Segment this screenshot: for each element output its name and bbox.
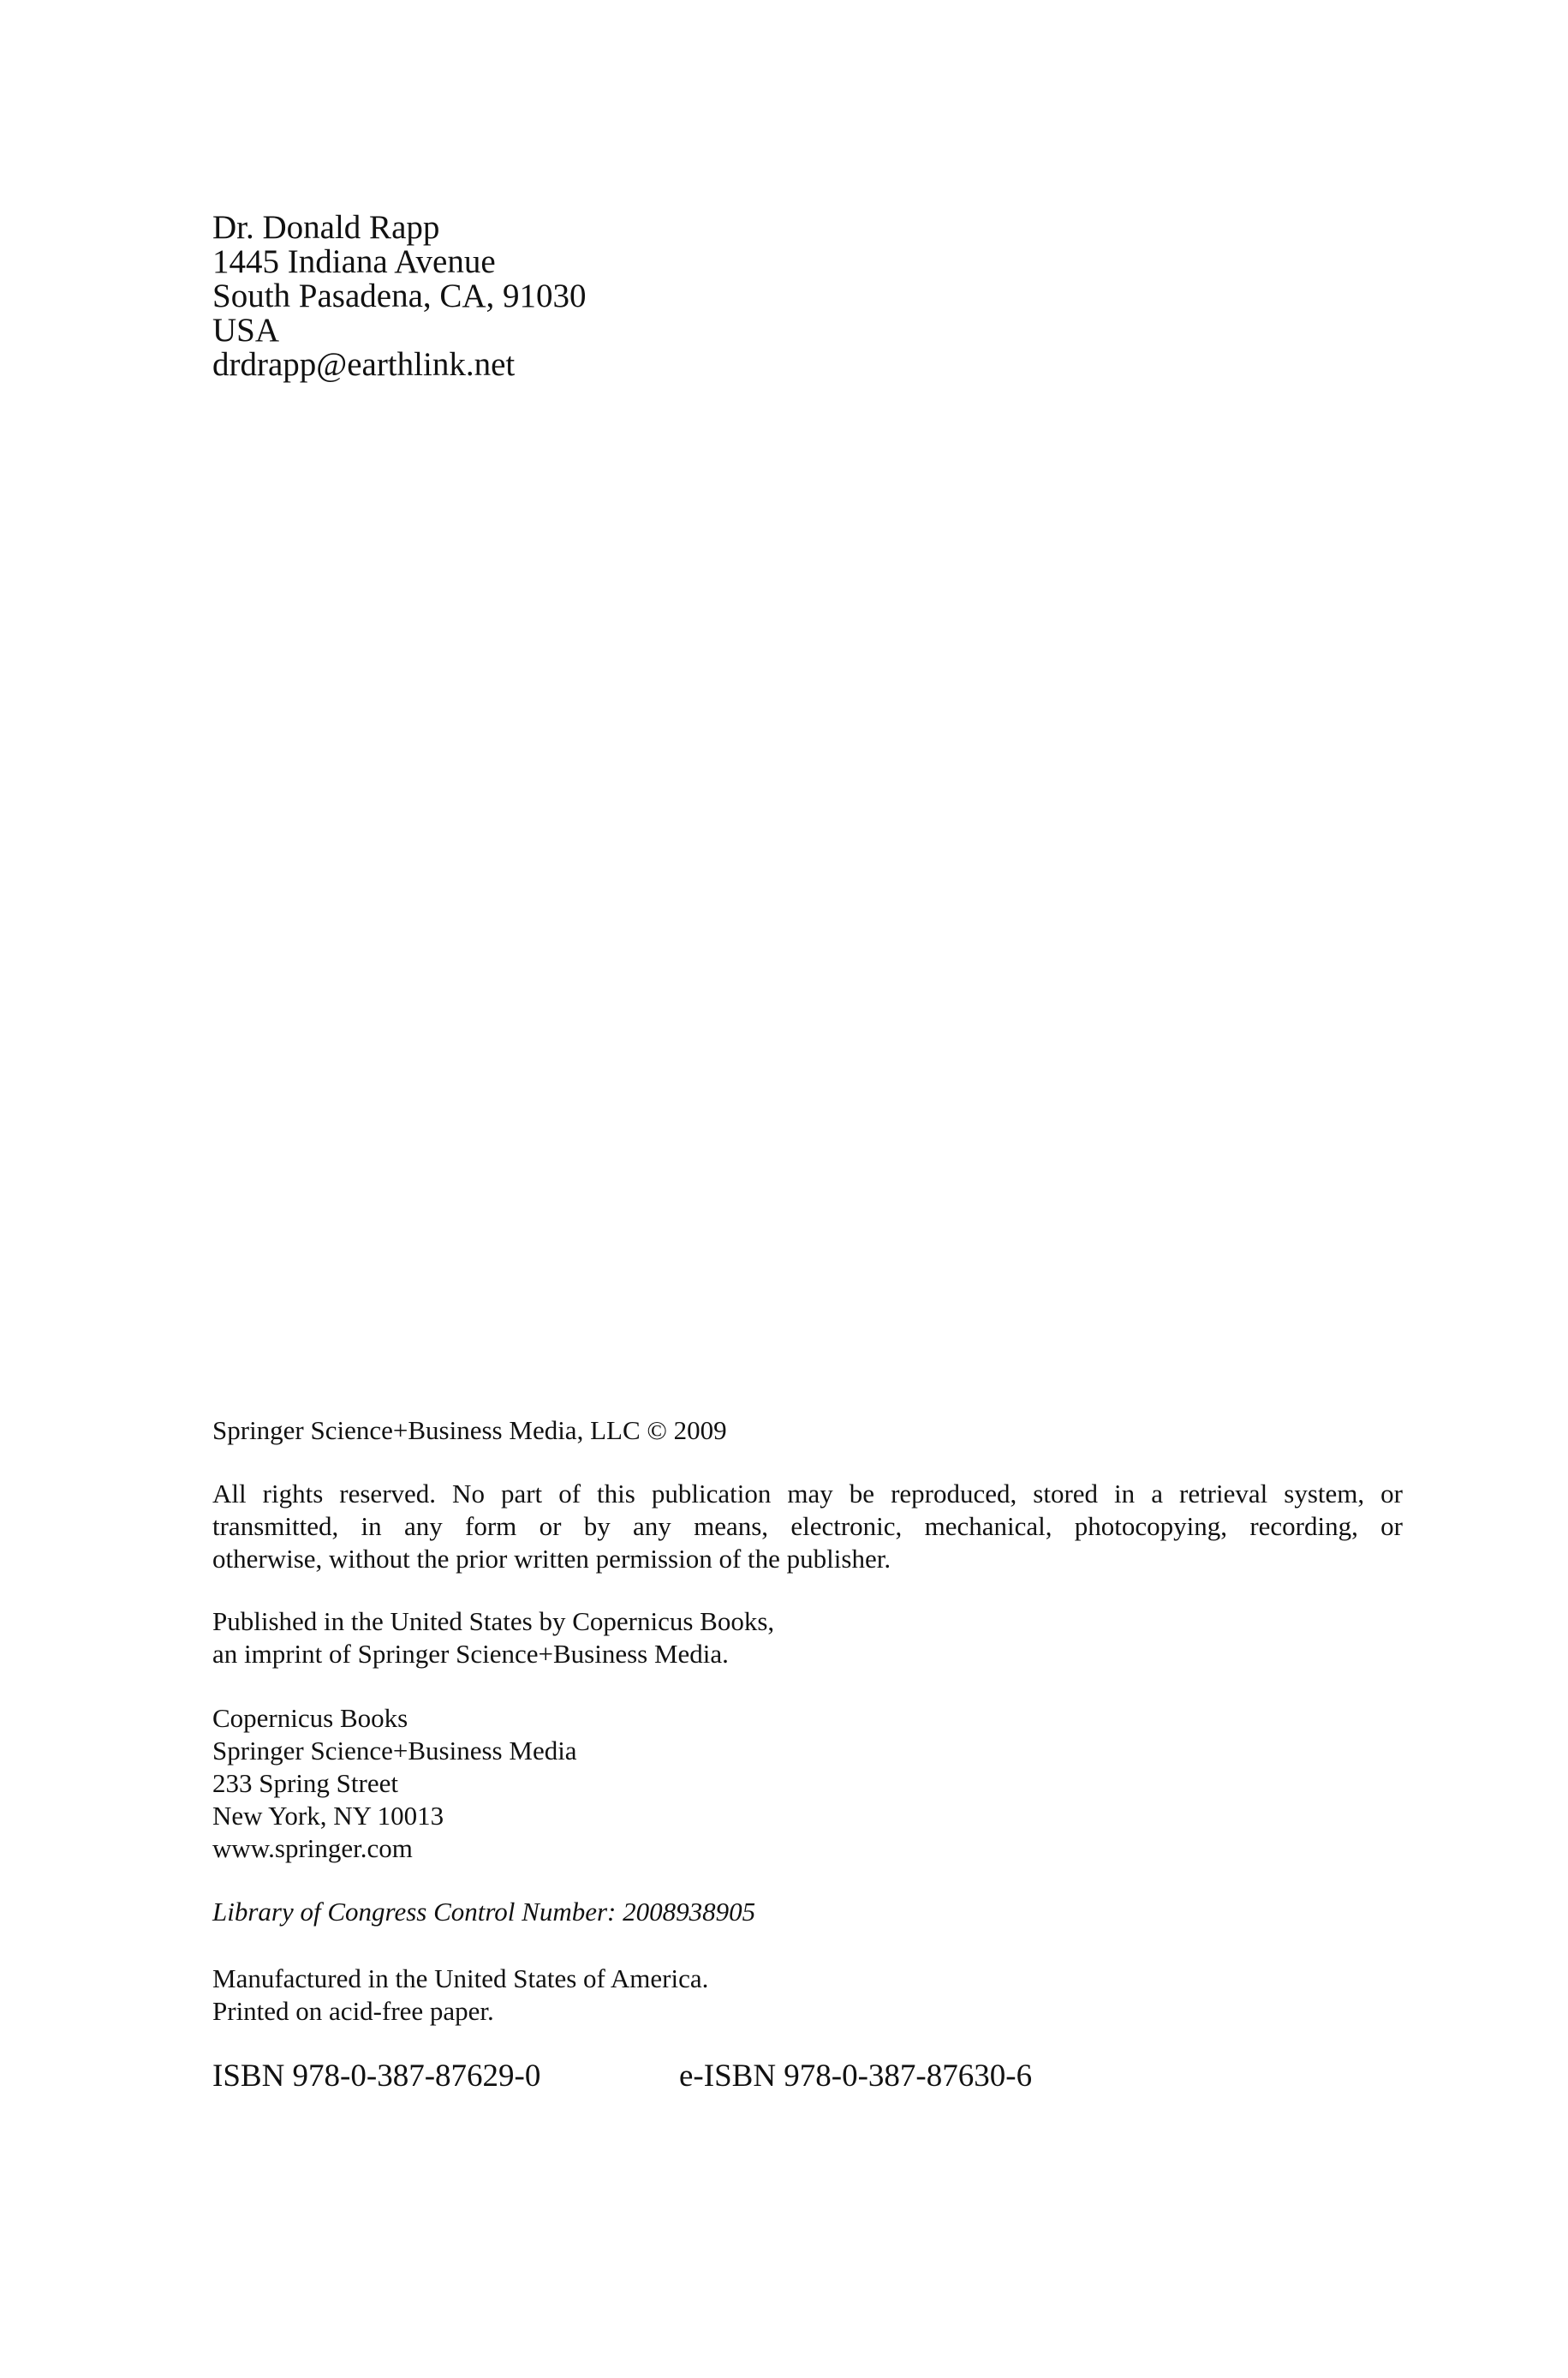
- published-line-2: an imprint of Springer Science+Business Media.: [212, 1639, 729, 1669]
- isbn-electronic: e-ISBN 978-0-387-87630-6: [679, 2058, 1033, 2094]
- publisher-address-block: [212, 1702, 577, 1865]
- author-city: South Pasadena, CA, 91030: [212, 278, 587, 314]
- publisher-company: Springer Science+Business Media: [212, 1736, 577, 1766]
- author-email: drdrapp@earthlink.net: [212, 346, 516, 383]
- rights-statement: [212, 1478, 1403, 1575]
- rights-line-2: transmitted, in any form or by any means, electronic, mechanical, photocopying, recording, or: [212, 1511, 1403, 1541]
- manufacturing-statement: [212, 1963, 708, 2028]
- publisher-website: www.springer.com: [212, 1833, 413, 1863]
- author-street: 1445 Indiana Avenue: [212, 243, 496, 280]
- rights-line-1: All rights reserved. No part of this publication may be reproduced, stored in a retrieval system, or: [212, 1479, 1403, 1509]
- isbn-print: ISBN 978-0-387-87629-0: [212, 2058, 541, 2094]
- publisher-city: New York, NY 10013: [212, 1801, 444, 1831]
- publication-statement: [212, 1605, 774, 1670]
- copyright-line: Springer Science+Business Media, LLC © 2009: [212, 1415, 727, 1445]
- publisher-imprint: Copernicus Books: [212, 1703, 408, 1733]
- publisher-street: 233 Spring Street: [212, 1768, 398, 1798]
- rights-line-3: otherwise, without the prior written permission of the publisher.: [212, 1544, 891, 1574]
- copyright-notice: [212, 1414, 727, 1447]
- lccn-line: Library of Congress Control Number: 2008938905: [212, 1897, 756, 1927]
- library-of-congress-number: [212, 1896, 755, 1928]
- manufactured-line-1: Manufactured in the United States of America.: [212, 1963, 709, 1993]
- manufactured-line-2: Printed on acid-free paper.: [212, 1996, 494, 2026]
- published-line-1: Published in the United States by Copernicus Books,: [212, 1606, 775, 1636]
- author-address-block: [212, 211, 587, 382]
- author-name: Dr. Donald Rapp: [212, 209, 440, 246]
- author-country: USA: [212, 312, 280, 349]
